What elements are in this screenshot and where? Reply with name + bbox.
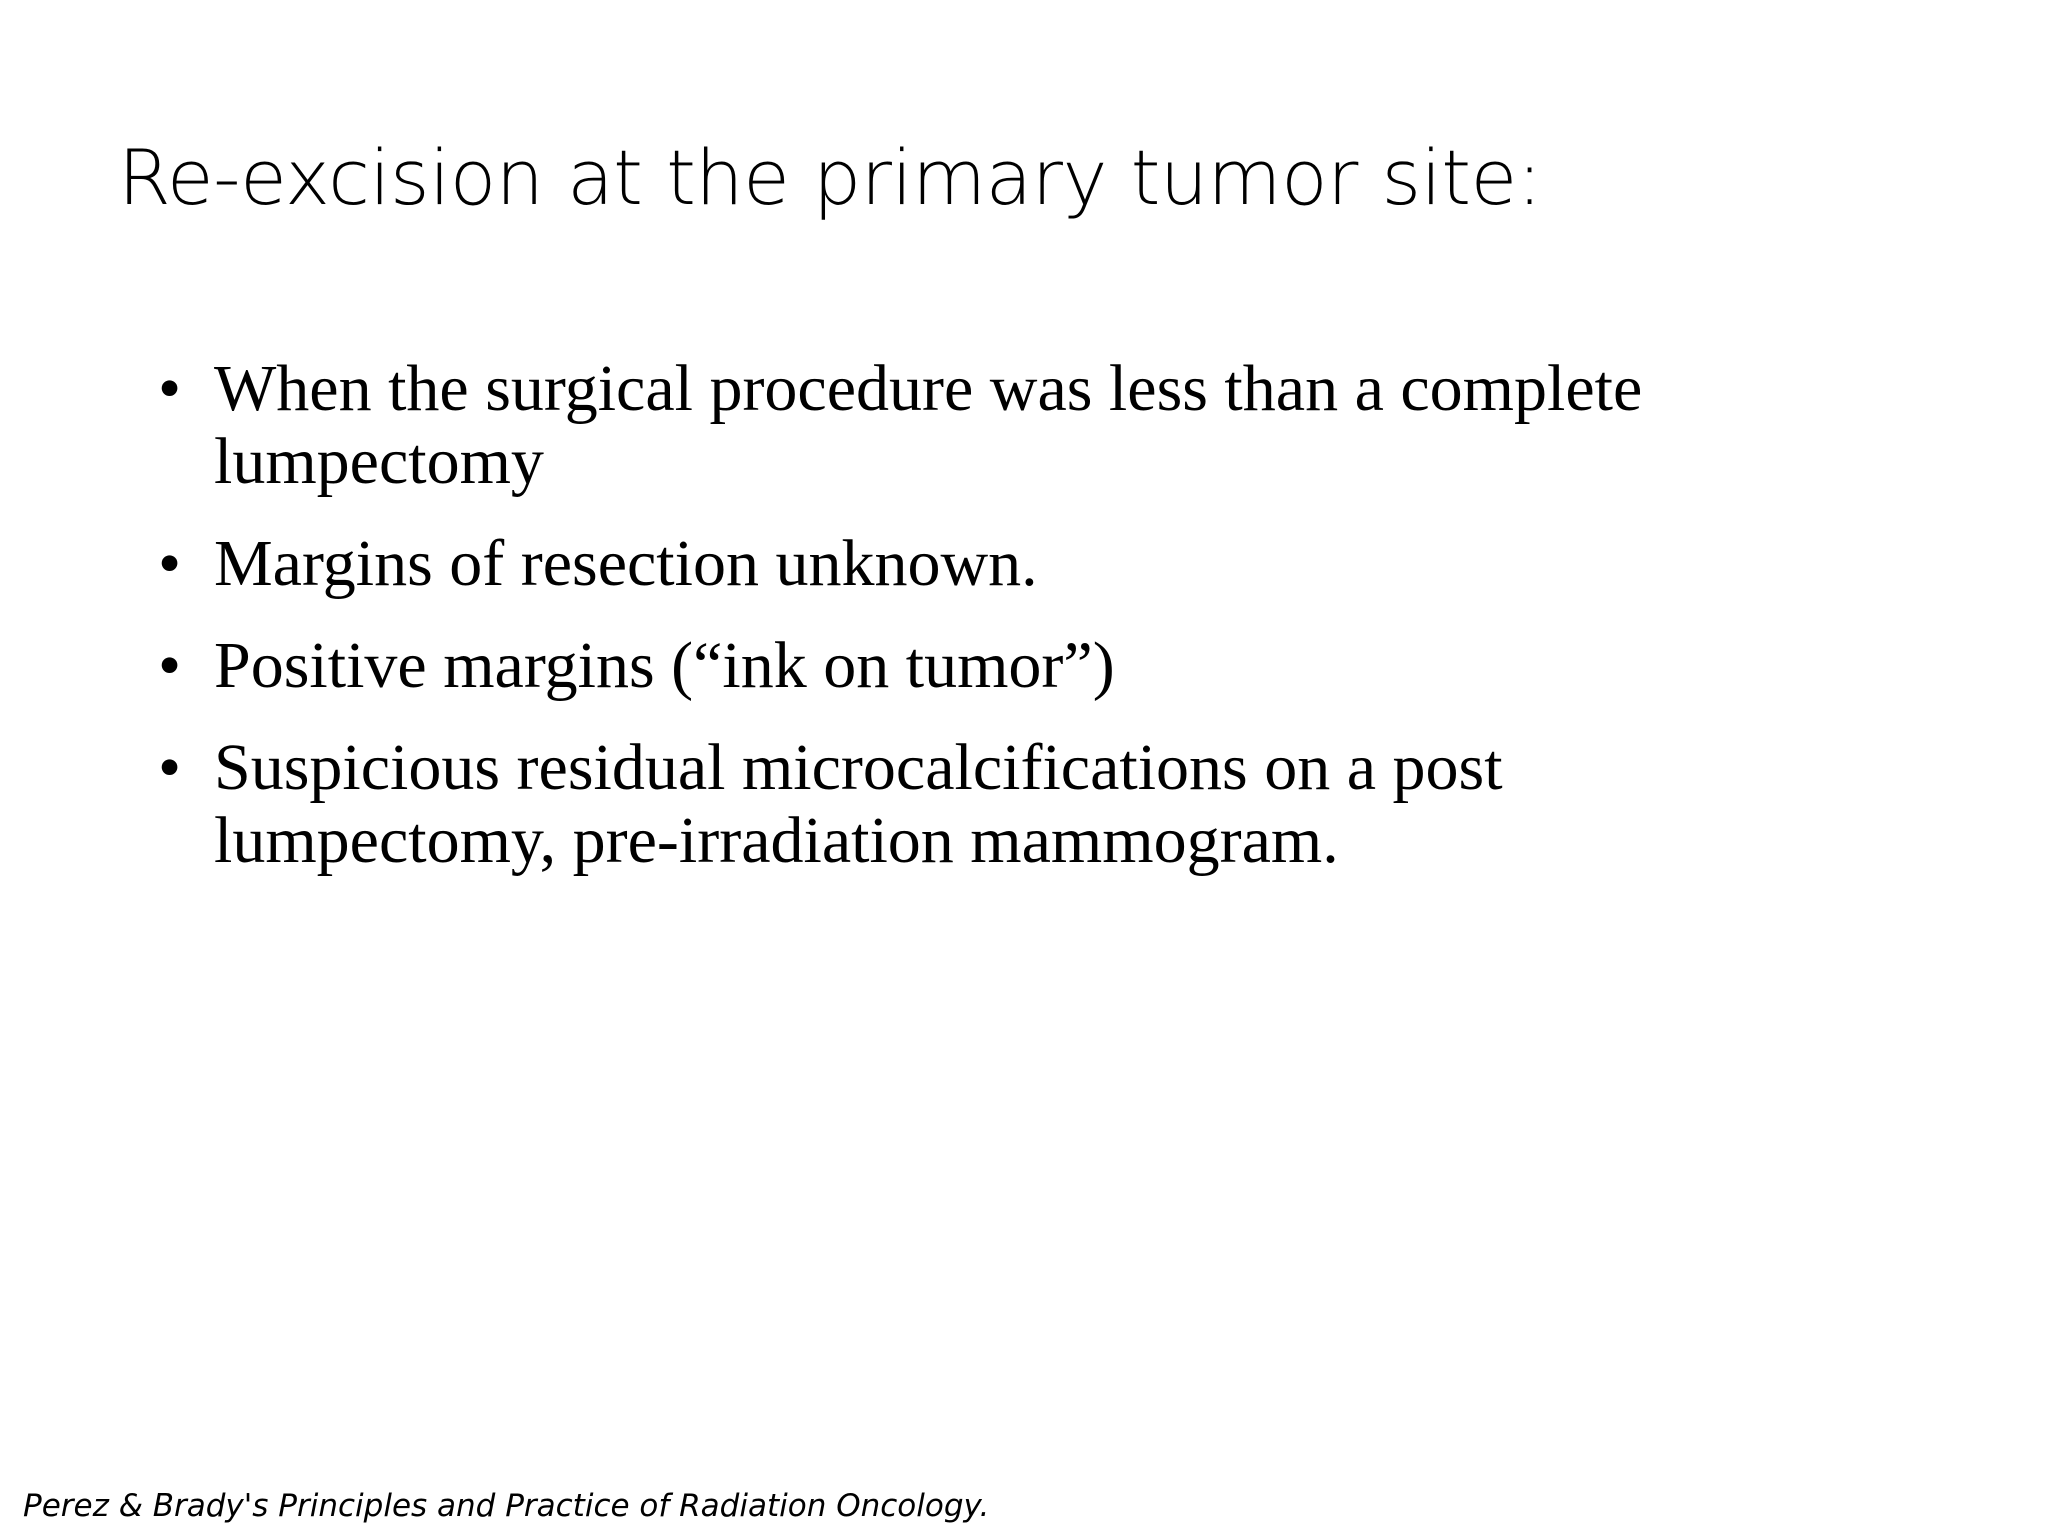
bullet-icon: •: [158, 629, 182, 702]
bullet-item: [158, 731, 1778, 877]
bullet-item: [158, 629, 1778, 702]
bullet-text: When the surgical procedure was less than a complete lumpectomy: [214, 352, 1643, 498]
slide-title: Re-excision at the primary tumor site:: [118, 133, 1542, 222]
bullet-icon: •: [158, 731, 182, 804]
bullet-icon: •: [158, 527, 182, 600]
bullet-list: [158, 352, 1778, 906]
bullet-text: Suspicious residual microcalcifications on a post lumpectomy, pre-irradiation mammogram.: [214, 731, 1503, 877]
bullet-text: Positive margins (“ink on tumor”): [214, 629, 1115, 702]
source-citation: Perez & Brady's Principles and Practice of Radiation Oncology.: [23, 1488, 990, 1524]
bullet-item: [158, 527, 1778, 600]
bullet-item: [158, 352, 1778, 498]
bullet-icon: •: [158, 352, 182, 425]
bullet-text: Margins of resection unknown.: [214, 527, 1038, 600]
